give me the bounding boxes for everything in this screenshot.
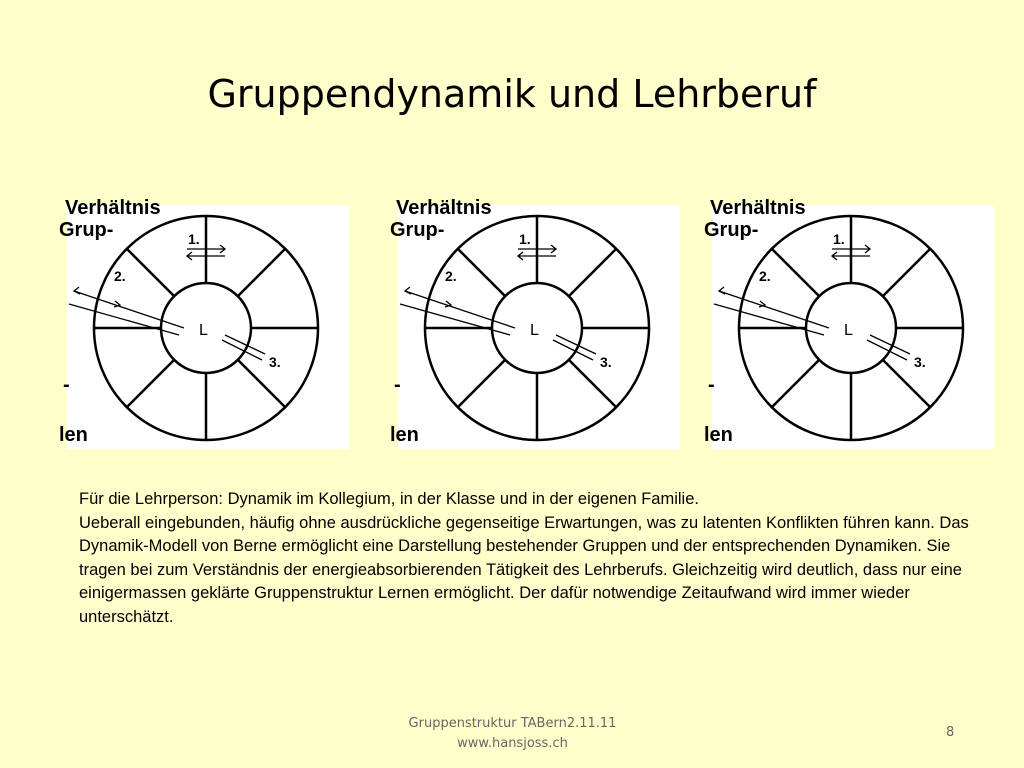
marker-1: 1. [519,231,531,247]
diagram-fragment-len: len [390,424,419,446]
marker-3: 3. [269,354,281,370]
diagram-fragment-dash: - [708,374,715,396]
paragraph-intro: Für die Lehrperson: Dynamik im Kollegium, in der Klasse und in der eigenen Familie. [79,490,699,508]
group-structure-diagram [704,197,994,449]
slide-title: Gruppendynamik und Lehrberuf [207,72,817,116]
marker-3: 3. [914,354,926,370]
marker-2: 2. [759,268,771,284]
wheel-drawing [67,205,349,449]
diagram-fragment-len: len [704,424,733,446]
diagram-fragment-grup: Grup- [704,219,759,241]
diagram-fragment-verhaeltnis: Verhältnis [396,197,492,219]
marker-1: 1. [833,231,845,247]
diagram-fragment-dash: - [394,374,401,396]
wheel-drawing [398,205,680,449]
marker-1: 1. [188,231,200,247]
wheel-drawing [712,205,994,449]
diagram-fragment-verhaeltnis: Verhältnis [65,197,161,219]
diagram-fragment-len: len [59,424,88,446]
group-structure-diagram [59,197,349,449]
page-number: 8 [946,725,955,740]
diagram-fragment-grup: Grup- [59,219,114,241]
diagram-fragment-verhaeltnis: Verhältnis [710,197,806,219]
marker-2: 2. [445,268,457,284]
footer [380,714,645,754]
center-label: L [844,322,853,339]
diagram-fragment-grup: Grup- [390,219,445,241]
diagram-fragment-dash: - [63,374,70,396]
paragraph-main: Ueberall eingebunden, häufig ohne ausdrückliche gegenseitige Erwartungen, was zu latenten Konflikten führen kann. Das Dynamik-Modell von Berne ermöglicht eine Darstellung bestehender Gruppen und der entsprechenden Dynamiken. Sie tragen bei zum Verständnis der energieabsorbierenden Tätigkeit des Lehrberufs. Gleichzeitig wird deutlich, dass nur eine einigermassen geklärte Gruppenstruktur Lernen ermöglicht. Der dafür notwendige Zeitaufwand wird immer wieder unterschätzt. [79,513,969,626]
footer-line-2: www.hansjoss.ch [457,736,568,751]
marker-3: 3. [600,354,612,370]
center-label: L [530,322,539,339]
body-text [79,488,969,629]
group-structure-diagram [390,197,680,449]
center-label: L [199,322,208,339]
marker-2: 2. [114,268,126,284]
footer-line-1: Gruppenstruktur TABern2.11.11 [408,716,617,731]
